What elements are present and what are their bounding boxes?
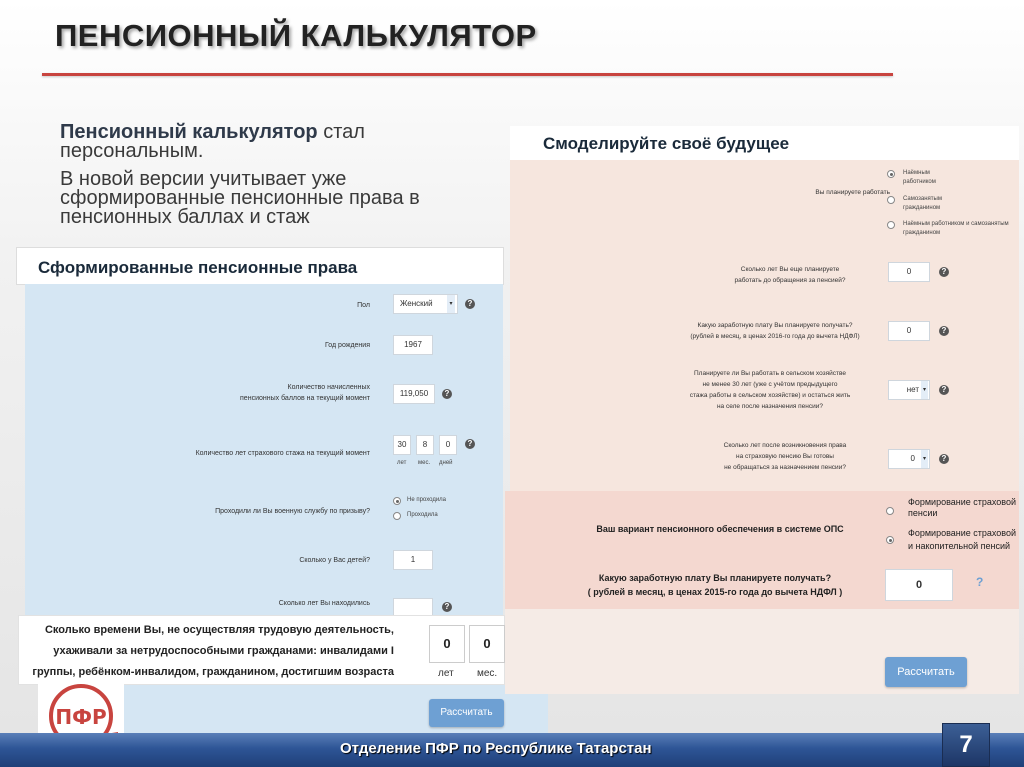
children-input[interactable]: 1: [393, 550, 433, 570]
children-label: Сколько у Вас детей?: [299, 557, 370, 564]
salary-label: [675, 320, 875, 342]
rural-select[interactable]: [888, 380, 930, 400]
intro-text: [60, 123, 490, 236]
intro-bold: Пенсионный калькулятор: [60, 121, 318, 143]
help-icon[interactable]: ?: [442, 602, 452, 612]
slide-title: ПЕНСИОННЫЙ КАЛЬКУЛЯТОР: [55, 18, 537, 53]
logo-text: ПФР: [55, 705, 107, 729]
help-icon[interactable]: ?: [939, 454, 949, 464]
radio-employee[interactable]: [887, 170, 895, 178]
chevron-down-icon: ▾: [921, 450, 928, 468]
experience-months-input[interactable]: 8: [416, 435, 434, 455]
gender-select-value: Женский: [400, 299, 433, 308]
ops-label: Ваш вариант пенсионного обеспечения в системе ОПС: [596, 524, 844, 534]
right-calculate-button[interactable]: Рассчитать: [885, 657, 967, 687]
salary2-label-line-1: Какую заработную плату Вы планируете получать?: [598, 573, 832, 583]
radio-not-served[interactable]: [393, 497, 401, 505]
birth-year-input[interactable]: 1967: [393, 335, 433, 355]
help-icon[interactable]: ?: [465, 439, 475, 449]
delay-select-value: 0: [910, 454, 915, 463]
right-panel-footer: [505, 609, 1019, 694]
salary-label-line-1: Какую заработную плату Вы планируете получать?: [697, 322, 853, 329]
left-panel-heading: Сформированные пенсионные права: [38, 258, 358, 277]
help-icon[interactable]: ?: [976, 575, 984, 589]
leave-input[interactable]: [393, 598, 433, 616]
rural-label-line-4: на селе после назначения пенсии?: [716, 403, 824, 410]
rural-label-line-2: не менее 30 лет (уже с учётом предыдущего: [702, 381, 838, 388]
left-panel-footer: [120, 685, 548, 735]
intro-rest: стал персональным.: [60, 121, 365, 162]
radio-insurance-funded-pension[interactable]: [886, 536, 894, 544]
delay-label-line-2: на страховую пенсию Вы готовы: [736, 453, 834, 460]
radio-served-label: Проходила: [407, 512, 438, 518]
salary2-label: [565, 571, 865, 599]
work-years-label-line-2: работать до обращения за пенсией?: [734, 277, 846, 284]
footer-text: Отделение ПФР по Республике Татарстан: [340, 740, 652, 757]
help-icon[interactable]: ?: [465, 299, 475, 309]
left-panel-header: [16, 247, 504, 285]
radio-self-employed[interactable]: [887, 196, 895, 204]
right-form-panel: [510, 160, 1019, 491]
military-service-label: Проходили ли Вы военную службу по призыву?: [215, 508, 370, 515]
insurance-experience-label: Количество лет страхового стажа на текущий момент: [195, 450, 370, 457]
experience-years-input[interactable]: 30: [393, 435, 411, 455]
help-icon[interactable]: ?: [939, 385, 949, 395]
salary2-input[interactable]: 0: [885, 569, 953, 601]
delay-label-line-3: не обращаться за назначением пенсии?: [724, 464, 846, 471]
left-form-panel: [25, 284, 503, 616]
work-years-label-line-1: Сколько лет Вы еще планируете: [740, 266, 840, 273]
rural-select-value: нет: [906, 385, 919, 394]
help-icon[interactable]: ?: [939, 267, 949, 277]
help-icon[interactable]: ?: [442, 389, 452, 399]
care-question-box: [18, 615, 505, 685]
radio-both-label: Наёмным работником и самозанятым гражданином: [903, 221, 1009, 236]
radio-insurance-funded-pension-label: Формирование страховой и накопительной пенсий: [908, 528, 1017, 551]
points-label: [175, 382, 370, 404]
points-input[interactable]: 119,050: [393, 384, 435, 404]
work-years-input[interactable]: 0: [888, 262, 930, 282]
chevron-down-icon: ▾: [447, 295, 455, 313]
title-underline: [42, 73, 893, 76]
birth-year-label: Год рождения: [324, 342, 370, 349]
care-question: Сколько времени Вы, не осуществляя трудовую деятельность, ухаживали за нетрудоспособными гражданами: инвалидами I группы, ребёнком-инвалидом, гражданином, достигшим возраста: [32, 624, 394, 678]
delay-label-line-1: Сколько лет после возникновения права: [723, 442, 847, 449]
points-label-line-1: Количество начисленных: [287, 384, 370, 391]
chevron-down-icon: ▾: [921, 381, 928, 399]
salary-label-line-2: (рублей в месяц, в ценах 2016-го года до вычета НДФЛ): [690, 333, 860, 340]
radio-served[interactable]: [393, 512, 401, 520]
unit-years: лет: [397, 460, 407, 466]
right-panel-heading: Смоделируйте своё будущее: [543, 134, 790, 153]
radio-employee-label: Наёмным работником: [903, 170, 936, 185]
right-panel-header: [510, 126, 1019, 160]
work-years-label: [710, 264, 870, 286]
care-years-input[interactable]: 0: [429, 625, 465, 663]
care-months-input[interactable]: 0: [469, 625, 505, 663]
points-label-line-2: пенсионных баллов на текущий момент: [240, 395, 370, 402]
unit-days: дней: [439, 460, 453, 466]
gender-select[interactable]: [393, 294, 458, 314]
page-number: 7: [959, 731, 973, 758]
rural-label: [665, 368, 875, 412]
help-icon[interactable]: ?: [939, 326, 949, 336]
radio-both[interactable]: [887, 221, 895, 229]
radio-self-employed-label: Самозанятым гражданином: [903, 196, 942, 211]
footer-bar: [0, 733, 1024, 767]
intro-paragraph-2: В новой версии учитывает уже сформированные пенсионные права в пенсионных баллах и стаж: [60, 168, 420, 228]
delay-select[interactable]: [888, 449, 930, 469]
unit-months: мес.: [418, 460, 431, 466]
salary-input[interactable]: 0: [888, 321, 930, 341]
experience-days-input[interactable]: 0: [439, 435, 457, 455]
ops-section: [505, 491, 1019, 609]
delay-label: [700, 440, 870, 473]
rural-label-line-1: Планируете ли Вы работать в сельском хозяйстве: [694, 370, 846, 377]
radio-insurance-pension[interactable]: [886, 507, 894, 515]
care-unit-years: лет: [438, 668, 454, 679]
gender-label: Пол: [357, 302, 370, 309]
salary2-label-line-2: ( рублей в месяц, в ценах 2015-го года до вычета НДФЛ ): [587, 587, 843, 597]
page-number-box: [942, 723, 990, 767]
radio-not-served-label: Не проходила: [407, 497, 447, 503]
leave-label: Сколько лет Вы находились: [278, 600, 370, 607]
left-calculate-button[interactable]: Рассчитать: [429, 699, 504, 727]
care-unit-months: мес.: [477, 668, 498, 679]
rural-label-line-3: стажа работы в сельском хозяйстве) и остаться жить: [689, 392, 851, 399]
work-plan-label: Вы планируете работать: [815, 189, 890, 196]
radio-insurance-pension-label: Формирование страховой пенсии: [908, 497, 1017, 518]
